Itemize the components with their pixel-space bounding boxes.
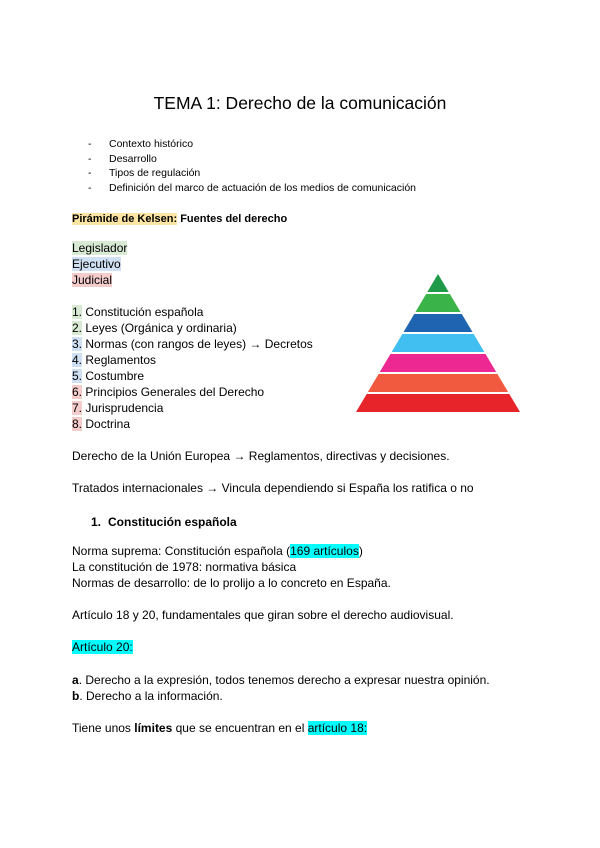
pyramid-tier-6 [368,374,508,392]
pyramid-tier-7 [356,394,520,412]
topic-text: Contexto histórico [109,138,194,150]
topic-text: Definición del marco de actuación de los medios de comunicación [109,181,417,194]
kelsen-highlight: Pirámide de Kelsen: [72,213,178,225]
limites-before: Tiene unos [72,721,135,735]
source-text: Reglamentos [82,353,157,367]
norma-highlight: 169 artículos [290,544,359,558]
source-number: 4. [72,353,83,367]
right-letter: a [72,673,79,687]
pyramid-tier-4 [392,334,485,352]
list-item [88,181,416,196]
list-dash: - [88,152,92,165]
norma-after: ) [358,544,363,558]
source-item [72,352,313,368]
constitucion-line: La constitución de 1978: normativa básica [72,560,297,574]
articulos-line: Artículo 18 y 20, fundamentales que giran sobre el derecho audiovisual. [72,608,454,622]
source-item [72,336,313,352]
section-label: Constitución española [108,515,237,529]
source-item [72,320,313,336]
pyramid-tier-1 [427,274,448,292]
legislador-text: Legislador [72,241,128,255]
list-dash: - [88,138,92,150]
list-item [88,166,416,181]
pyramid-tier-3 [404,314,473,332]
power-legislador [72,240,127,256]
kelsen-rest: Fuentes del derecho [177,213,288,225]
normas-desarrollo-line: Normas de desarrollo: de lo prolijo a lo concreto en España. [72,576,391,590]
treaties-line: Tratados internacionales → Vincula dependiendo si España los ratifica o no [72,481,474,495]
ejecutivo-text: Ejecutivo [72,257,121,271]
articulo-20-highlight: Artículo 20: [72,640,133,654]
topics-list [88,137,416,195]
right-b [72,688,223,704]
right-text: . Derecho a la expresión, todos tenemos derecho a expresar nuestra opinión. [78,673,490,687]
source-number: 6. [72,385,83,399]
pyramid-tier-5 [380,354,496,372]
kelsen-pyramid-illustration [356,274,520,412]
articulo-20-heading [72,639,133,655]
judicial-text: Judicial [72,273,113,287]
source-item [72,384,313,400]
kelsen-heading [72,211,287,227]
source-number: 3. [72,337,83,351]
limites-line [72,720,367,736]
list-item [88,137,416,152]
power-ejecutivo [72,256,121,272]
source-text: Constitución española [82,305,204,319]
source-text: Doctrina [82,417,131,431]
topic-text: Tipos de regulación [109,167,201,180]
right-a [72,672,490,688]
source-item [72,416,313,432]
source-item [72,368,313,384]
section-heading [91,514,237,530]
list-dash: - [88,167,92,180]
source-number: 2. [72,321,83,335]
section-number: 1. [91,515,102,529]
norma-suprema-line [72,543,363,559]
eu-line: Derecho de la Unión Europea → Reglamentos, directivas y decisiones. [72,449,450,463]
source-text: Principios Generales del Derecho [82,385,265,399]
page-title: TEMA 1: Derecho de la comunicación [153,93,447,113]
norma-before: Norma suprema: Constitución española ( [72,544,291,558]
limites-bold: límites [134,721,173,735]
list-item [88,152,416,167]
topic-text: Desarrollo [109,152,157,165]
source-number: 8. [72,417,83,431]
source-text: Normas (con rangos de leyes) → Decretos [82,337,313,351]
right-text: . Derecho a la información. [79,689,223,703]
source-item [72,400,313,416]
right-letter: b [72,689,80,703]
source-number: 5. [72,369,83,383]
source-number: 7. [72,401,83,415]
list-dash: - [88,181,92,194]
limites-highlight: artículo 18: [307,721,368,735]
source-text: Costumbre [82,369,145,383]
source-text: Jurisprudencia [82,401,164,415]
power-judicial [72,272,112,288]
source-number: 1. [72,305,83,319]
pyramid-tier-2 [415,294,460,312]
limites-middle: que se encuentran en el [172,721,308,735]
source-text: Leyes (Orgánica y ordinaria) [82,321,237,335]
sources-list [72,304,313,432]
source-item [72,304,313,320]
